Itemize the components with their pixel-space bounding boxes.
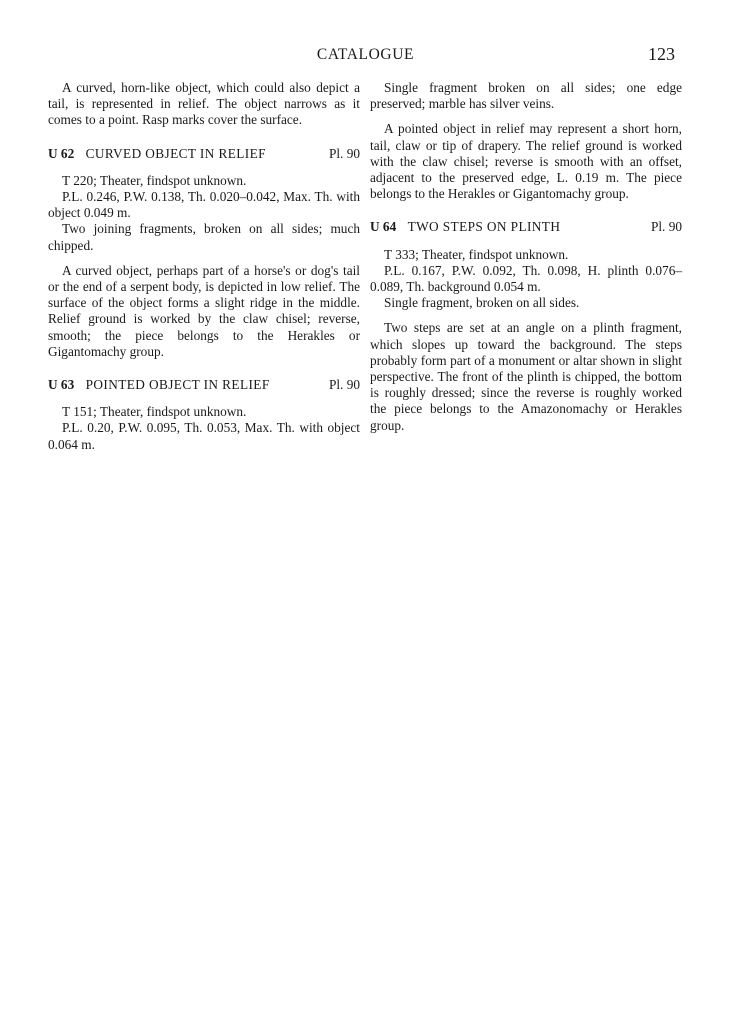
entry-heading-u62	[48, 146, 360, 162]
condition-line: Single fragment, broken on all sides.	[384, 295, 580, 311]
dimensions-line: P.L. 0.167, P.W. 0.092, Th. 0.098, H. plinth 0.076–0.089, Th. background 0.054 m.	[370, 262, 682, 295]
running-header	[0, 44, 731, 68]
entry-id: U 63	[48, 377, 75, 393]
page-number: 123	[648, 44, 675, 64]
entry-title: CURVED OBJECT IN RELIEF	[85, 145, 266, 161]
running-title: CATALOGUE	[316, 46, 415, 63]
condition-line: Single fragment broken on all sides; one edge preserved; marble has silver veins.	[370, 80, 682, 112]
entry-heading-u63	[48, 377, 360, 393]
entry-description: A pointed object in relief may represent a short horn, tail, claw or tip of drapery. The relief ground is worked with the claw chisel; reverse is smooth with an offset, adjacent to the preserved edge, L. 0.19 m. The piece belongs to the Herakles or Gigantomachy group.	[370, 121, 682, 202]
entry-id: U 62	[48, 145, 75, 161]
entry-title: POINTED OBJECT IN RELIEF	[85, 377, 270, 393]
entry-description: A curved object, perhaps part of a horse's or dog's tail or the end of a serpent body, is depicted in low relief. The surface of the object forms a slight ridge in the middle. Relief ground is worked by the claw chisel; reverse, smooth; the piece belongs to the Herakles or Gigantomachy group.	[48, 262, 360, 359]
entry-description: Two steps are set at an angle on a plinth fragment, which slopes up toward the background. The steps probably form part of a monument or altar shown in slight perspective. The front of the plinth is chipped, the bottom is roughly dressed; since the reverse is roughly worked the piece belongs to the Amazonomachy or Herakles group.	[370, 320, 682, 433]
plate-reference: Pl. 90	[650, 219, 682, 235]
inventory-line: T 220; Theater, findspot unknown.	[62, 172, 247, 188]
continued-description: A curved, horn-like object, which could also depict a tail, is represented in relief. The object narrows as it comes to a point. Rasp marks cover the surface.	[48, 80, 360, 128]
entry-title: TWO STEPS ON PLINTH	[407, 219, 561, 235]
paragraph-gap	[48, 254, 360, 263]
entry-heading-u64	[370, 219, 682, 235]
left-column	[48, 80, 360, 453]
paragraph-gap	[370, 311, 682, 320]
inventory-line: T 333; Theater, findspot unknown.	[384, 246, 569, 262]
condition-line: Two joining fragments, broken on all sides; much chipped.	[48, 221, 360, 253]
right-column	[370, 80, 682, 434]
paragraph-gap	[370, 112, 682, 121]
dimensions-line: P.L. 0.246, P.W. 0.138, Th. 0.020–0.042, Max. Th. with object 0.049 m.	[48, 189, 360, 221]
inventory-line: T 151; Theater, findspot unknown.	[62, 404, 247, 420]
entry-id: U 64	[370, 219, 397, 235]
plate-reference: Pl. 90	[328, 145, 360, 161]
plate-reference: Pl. 90	[328, 377, 360, 393]
dimensions-line: P.L. 0.20, P.W. 0.095, Th. 0.053, Max. Th. with object 0.064 m.	[48, 420, 360, 452]
